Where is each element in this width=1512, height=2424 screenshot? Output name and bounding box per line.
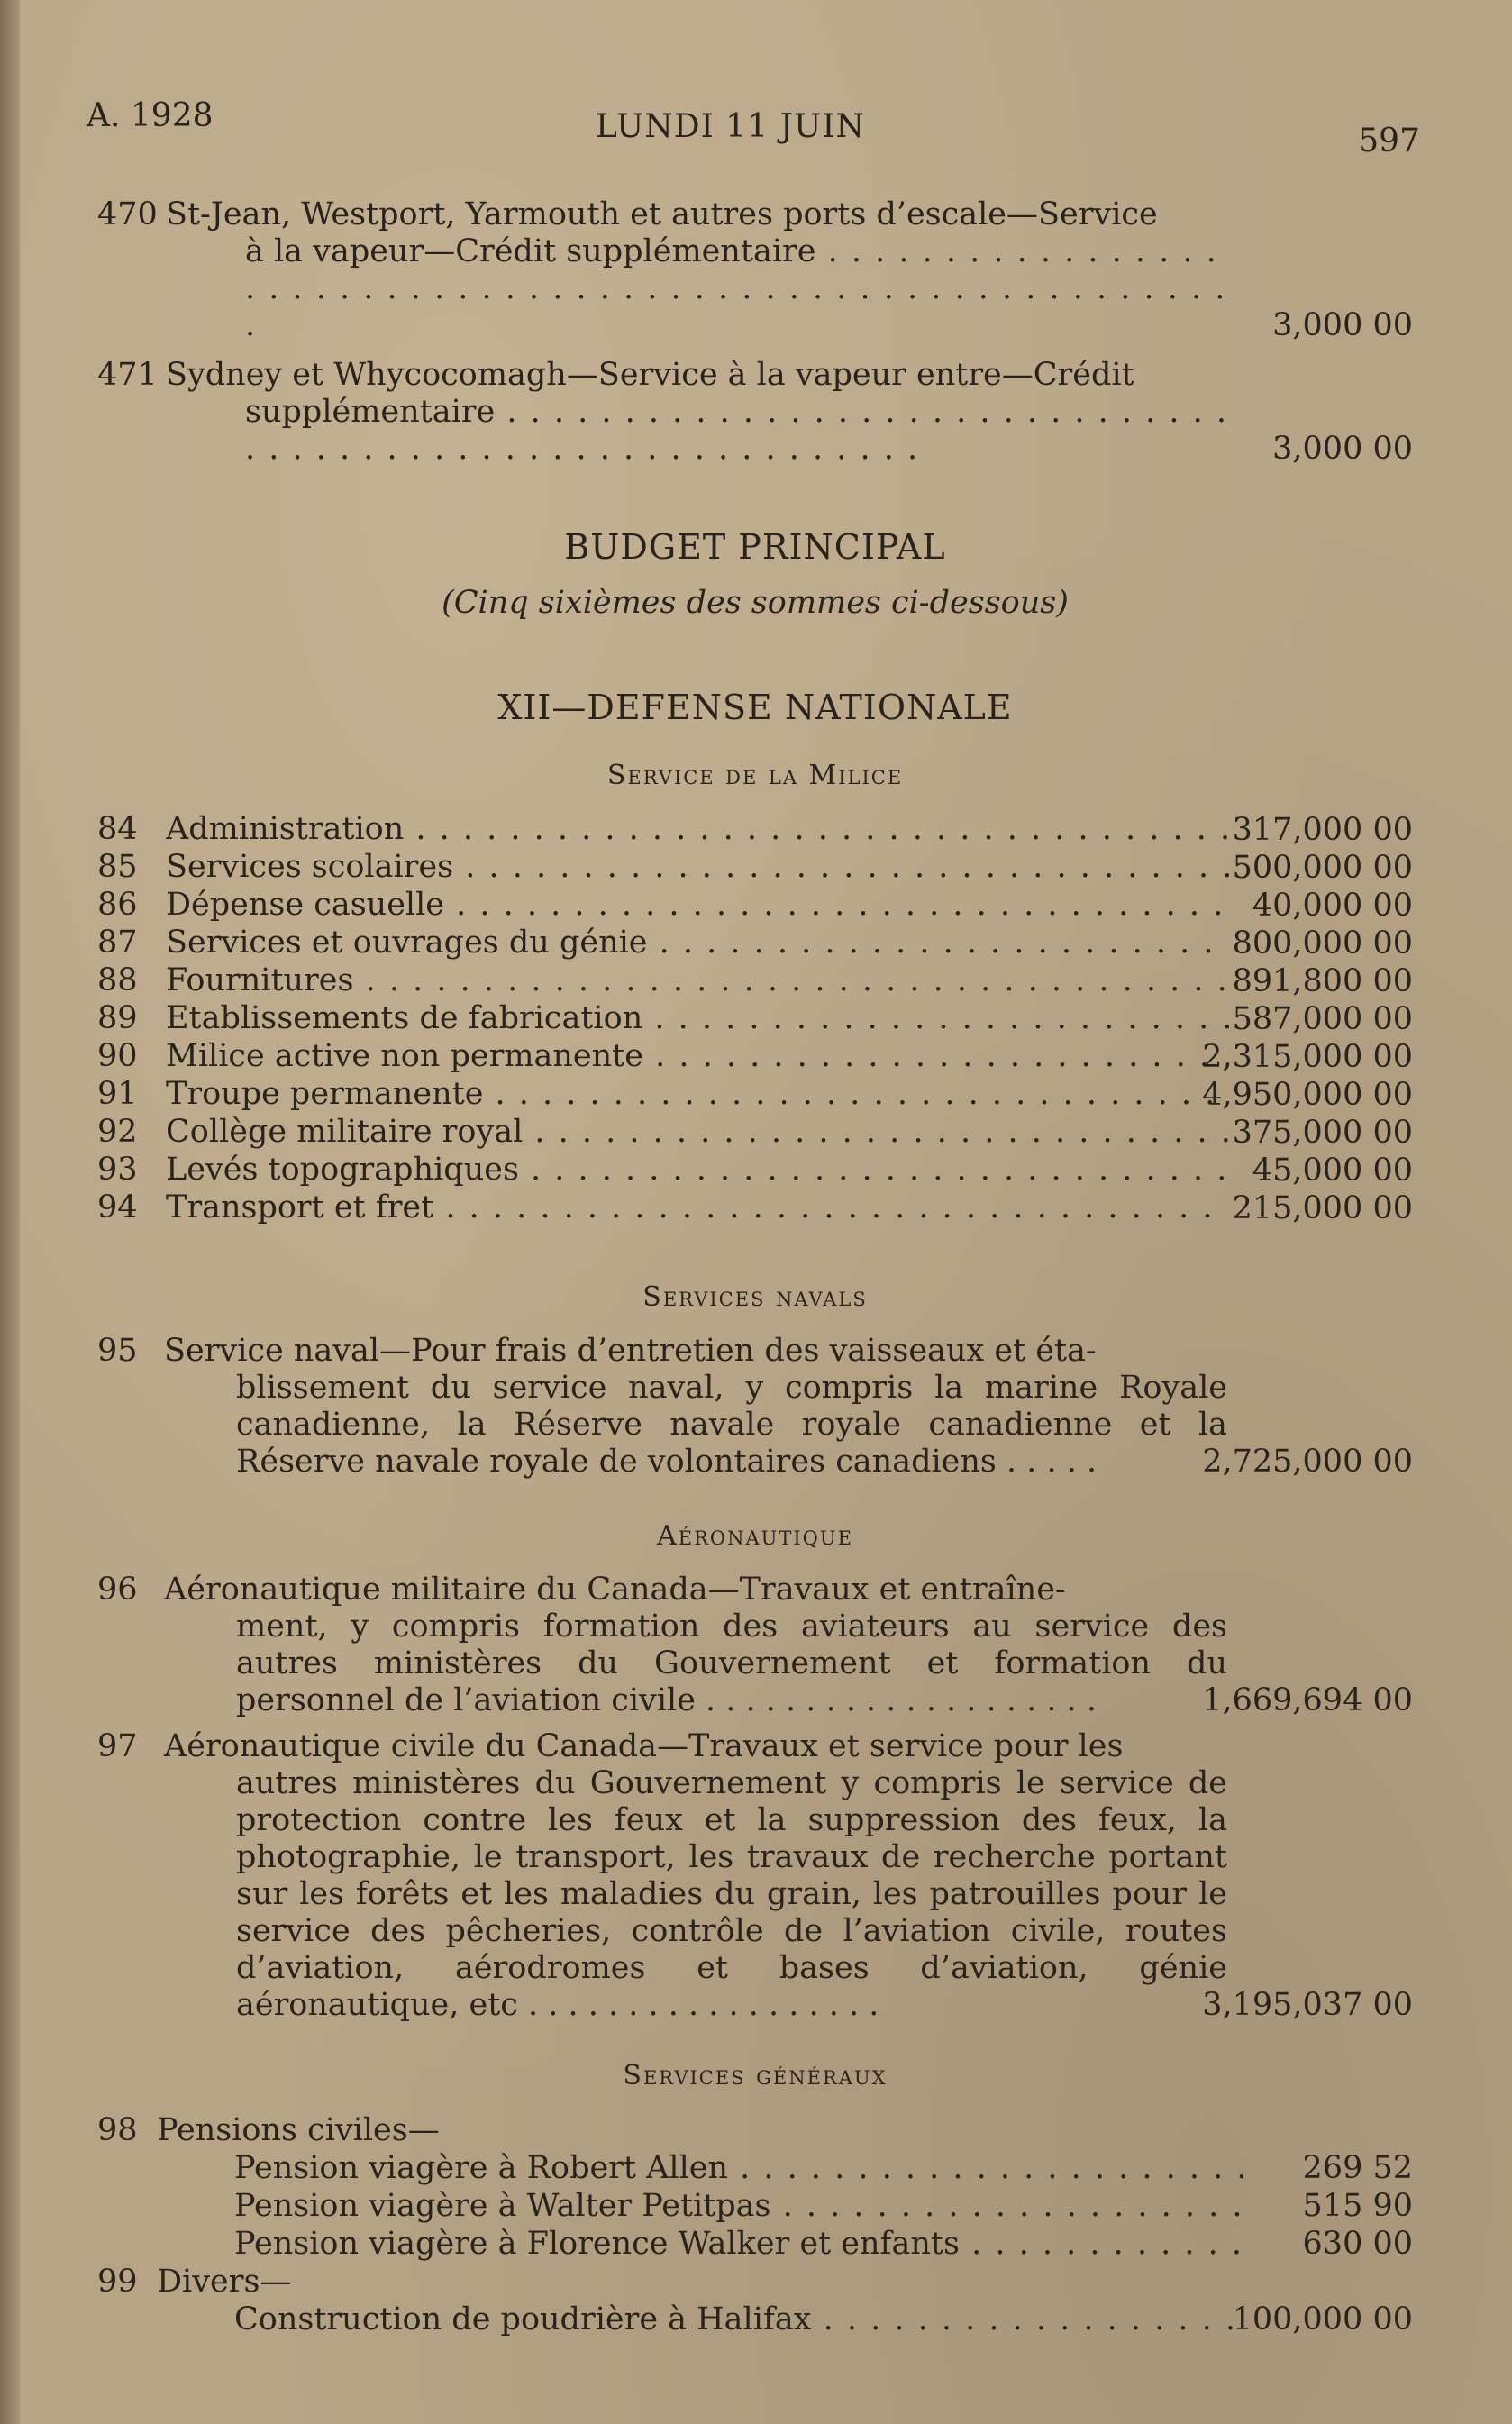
item-label: Collège militaire royal . . .	[166, 1114, 1229, 1151]
page-header	[87, 97, 1420, 160]
page-content	[97, 196, 1413, 2338]
entry-97	[97, 1728, 1413, 2024]
item-label: Services et ouvrages du génie . . .	[166, 925, 1229, 961]
list-item: 85 Services scolaires . . . 500,000 00	[97, 849, 1413, 887]
entry-470	[97, 196, 1413, 344]
budget-subtitle: (Cinq sixièmes des sommes ci-dessous)	[442, 585, 1069, 621]
item-amount: 587,000 00	[1232, 1001, 1413, 1037]
entry-number: 95	[97, 1333, 138, 1369]
entry-text-continued: autres ministères du Gouvernement y compris le service de protection contre les feux et la suppression des feux, la photographie, le transport, les travaux de recherche portant sur les forêts et les maladies du grain, les patrouilles pour le service des pêcheries, contrôle de l’aviation civile, routes d’aviation, aérodromes et bases d’aviation, génie aéronautique, etc . . . . . . . . . . . . . . . . . .	[236, 1765, 1227, 2023]
item-amount: 317,000 00	[1232, 812, 1413, 848]
item-amount: 800,000 00	[1232, 925, 1413, 961]
list-item: 92 Collège militaire royal . . . 375,000 00	[97, 1114, 1413, 1152]
entry-text: Sydney et Whycocomagh—Service à la vapeur entre—Crédit	[166, 357, 1134, 393]
list-item: 90 Milice active non permanente . . . 2,315,000 00	[97, 1038, 1413, 1076]
list-item	[97, 2225, 1413, 2263]
item-label: Fournitures . . .	[166, 962, 1229, 999]
entry-95	[97, 1333, 1413, 1481]
item-amount: 4,950,000 00	[1202, 1077, 1413, 1113]
item-amount: 100,000 00	[1232, 2301, 1413, 2337]
list-item: 86 Dépense casuelle . . . 40,000 00	[97, 887, 1413, 925]
budget-title: BUDGET PRINCIPAL	[564, 527, 946, 567]
item-amount: 891,800 00	[1232, 963, 1413, 999]
list-item: 88 Fournitures . . . 891,800 00	[97, 962, 1413, 1000]
entry-text: Aéronautique militaire du Canada—Travaux et entraîne-	[164, 1572, 1066, 1608]
entry-96	[97, 1572, 1413, 1719]
entry-471	[97, 357, 1413, 468]
entry-text-continued: ment, y compris formation des aviateurs au service des autres ministères du Gouvernement et formation du personnel de l’aviation civile . . . . . . . . . . . . . . . . . . . .	[236, 1608, 1227, 1718]
entry-number: 99	[97, 2264, 138, 2300]
item-label: Administration . . .	[166, 811, 1229, 848]
entry-number: 96	[97, 1572, 138, 1608]
entry-99	[97, 2263, 1413, 2301]
item-amount: 40,000 00	[1252, 888, 1413, 924]
entry-number: 470	[97, 196, 158, 232]
section-title-defense: XII—DEFENSE NATIONALE	[497, 688, 1013, 727]
entry-amount: 3,000 00	[1272, 431, 1413, 467]
entry-number: 97	[97, 1728, 138, 1764]
entry-text: Pensions civiles—	[157, 2112, 440, 2148]
entry-text: Aéronautique civile du Canada—Travaux et service pour les	[164, 1728, 1124, 1764]
entry-amount: 1,669,694 00	[1202, 1682, 1413, 1718]
item-amount: 269 52	[1302, 2150, 1413, 2186]
item-label: Pension viagère à Robert Allen . . .	[234, 2149, 1243, 2187]
item-label: Transport et fret . . .	[166, 1189, 1229, 1226]
item-label: Pension viagère à Florence Walker et enfants . . .	[234, 2225, 1243, 2263]
item-amount: 630 00	[1302, 2226, 1413, 2262]
item-label: Services scolaires . . .	[166, 849, 1229, 886]
entry-number: 98	[97, 2112, 138, 2148]
list-item	[97, 2149, 1413, 2187]
page-date: LUNDI 11 JUIN	[596, 108, 866, 145]
list-item: 94 Transport et fret . . . 215,000 00	[97, 1189, 1413, 1227]
item-amount: 515 90	[1302, 2188, 1413, 2224]
list-item: 87 Services et ouvrages du génie . . . 800,000 00	[97, 925, 1413, 962]
entry-text: Divers—	[157, 2264, 292, 2300]
list-item: 91 Troupe permanente . . . 4,950,000 00	[97, 1076, 1413, 1114]
item-label: Dépense casuelle . . .	[166, 887, 1229, 924]
entry-amount: 3,000 00	[1272, 307, 1413, 343]
item-amount: 500,000 00	[1232, 850, 1413, 886]
item-label: Milice active non permanente . . .	[166, 1038, 1229, 1075]
item-amount: 375,000 00	[1232, 1115, 1413, 1151]
page-number: 597	[1358, 123, 1420, 159]
entry-amount: 2,725,000 00	[1202, 1444, 1413, 1480]
item-amount: 2,315,000 00	[1202, 1039, 1413, 1075]
item-label: Troupe permanente . . .	[166, 1076, 1229, 1113]
entry-text: Service naval—Pour frais d’entretien des vaisseaux et éta-	[164, 1333, 1097, 1369]
item-label: Pension viagère à Walter Petitpas . . .	[234, 2187, 1243, 2225]
entry-text-continued: supplémentaire . . .	[166, 394, 1229, 468]
subsection-naval: Services navals	[642, 1281, 868, 1313]
list-item	[97, 2301, 1413, 2338]
entry-text-continued: à la vapeur—Crédit supplémentaire . . .	[166, 233, 1229, 344]
subsection-services-generaux: Services généraux	[623, 2060, 888, 2091]
entry-text-continued: blissement du service naval, y compris la marine Royale canadienne, la Réserve navale royale canadienne et la Réserve navale royale de volontaires canadiens . . . . .	[236, 1370, 1227, 1480]
item-label: Construction de poudrière à Halifax . . .	[234, 2301, 1243, 2338]
milice-list	[97, 811, 1413, 1227]
subsection-aeronautique: Aéronautique	[657, 1520, 853, 1552]
list-item: 89 Etablissements de fabrication . . . 587,000 00	[97, 1000, 1413, 1038]
list-item: 84 Administration . . . 317,000 00	[97, 811, 1413, 849]
item-amount: 45,000 00	[1252, 1153, 1413, 1189]
session-year: A. 1928	[87, 97, 214, 134]
entry-number: 471	[97, 357, 158, 393]
list-item	[97, 2187, 1413, 2225]
list-item: 93 Levés topographiques . . . 45,000 00	[97, 1152, 1413, 1189]
item-amount: 215,000 00	[1232, 1190, 1413, 1226]
entry-text: St-Jean, Westport, Yarmouth et autres ports d’escale—Service	[166, 196, 1158, 232]
item-label: Levés topographiques . . .	[166, 1152, 1229, 1189]
item-label: Etablissements de fabrication . . .	[166, 1000, 1229, 1037]
subsection-milice: Service de la Milice	[606, 760, 904, 791]
entry-98	[97, 2111, 1413, 2149]
entry-amount: 3,195,037 00	[1202, 1987, 1413, 2023]
